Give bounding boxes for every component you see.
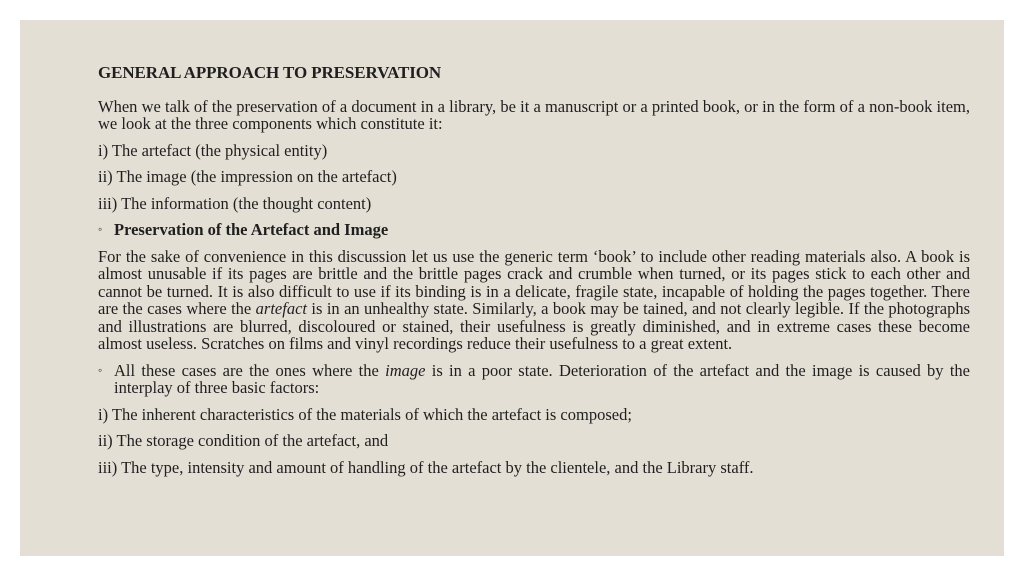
page-title: GENERAL APPROACH TO PRESERVATION [98,63,442,82]
bullet-text-part-1: All these cases are the ones where the [114,360,386,380]
slide-content [98,64,970,476]
factor-item-handling: iii) The type, intensity and amount of handling of the artefact by the clientele, and the Library staff. [98,457,754,477]
bullet-emphasis-image: image [385,360,426,380]
bullet-circle-icon: ◦ [98,222,103,236]
body-text-part-2: is in an unhealthy state. Similarly, a book may be tained, and not clearly legible. If the photographs and illustrations are blurred, discoloured or stained, their usefulness is greatly diminished, and in extreme cases these become almost useless. Scratches on films and vinyl recordings reduce their usefulness to a great extent. [98,299,971,353]
bullet-circle-icon: ◦ [98,362,103,377]
body-text-part-1: For the sake of convenience in this discussion let us use the generic term ‘book’ to include other reading materials also. A book is almost unusable if its pages are brittle and the brittle pages crack and crumble when turned, or its pages stick to each other and cannot be turned. It is also difficult to use if its binding is in a delicate, fragile state, incapable of holding the pages together. There are the cases where the [98,246,970,318]
body-paragraph [98,248,970,353]
body-emphasis-artefact: artefact [255,299,307,318]
bullet-text-part-2: is in a poor state. Deterioration of the artefact and the image is caused by the interplay of three basic factors: [114,360,971,397]
intro-paragraph: When we talk of the preservation of a document in a library, be it a manuscript or a printed book, or in the form of a non-book item, we look at the three components which constitute it: [98,96,970,133]
section-heading: Preservation of the Artefact and Image [114,220,389,239]
factor-item-storage: ii) The storage condition of the artefact, and [98,431,389,450]
image-state-bullet [98,362,970,397]
section-heading-bullet [98,221,970,239]
component-item-information: iii) The information (the thought content) [98,193,372,213]
slide-background [20,20,1004,556]
component-item-image: ii) The image (the impression on the artefact) [98,167,397,186]
component-item-artefact: i) The artefact (the physical entity) [98,140,328,160]
image-state-text [114,362,970,397]
factor-item-materials: i) The inherent characteristics of the materials of which the artefact is composed; [98,404,632,424]
